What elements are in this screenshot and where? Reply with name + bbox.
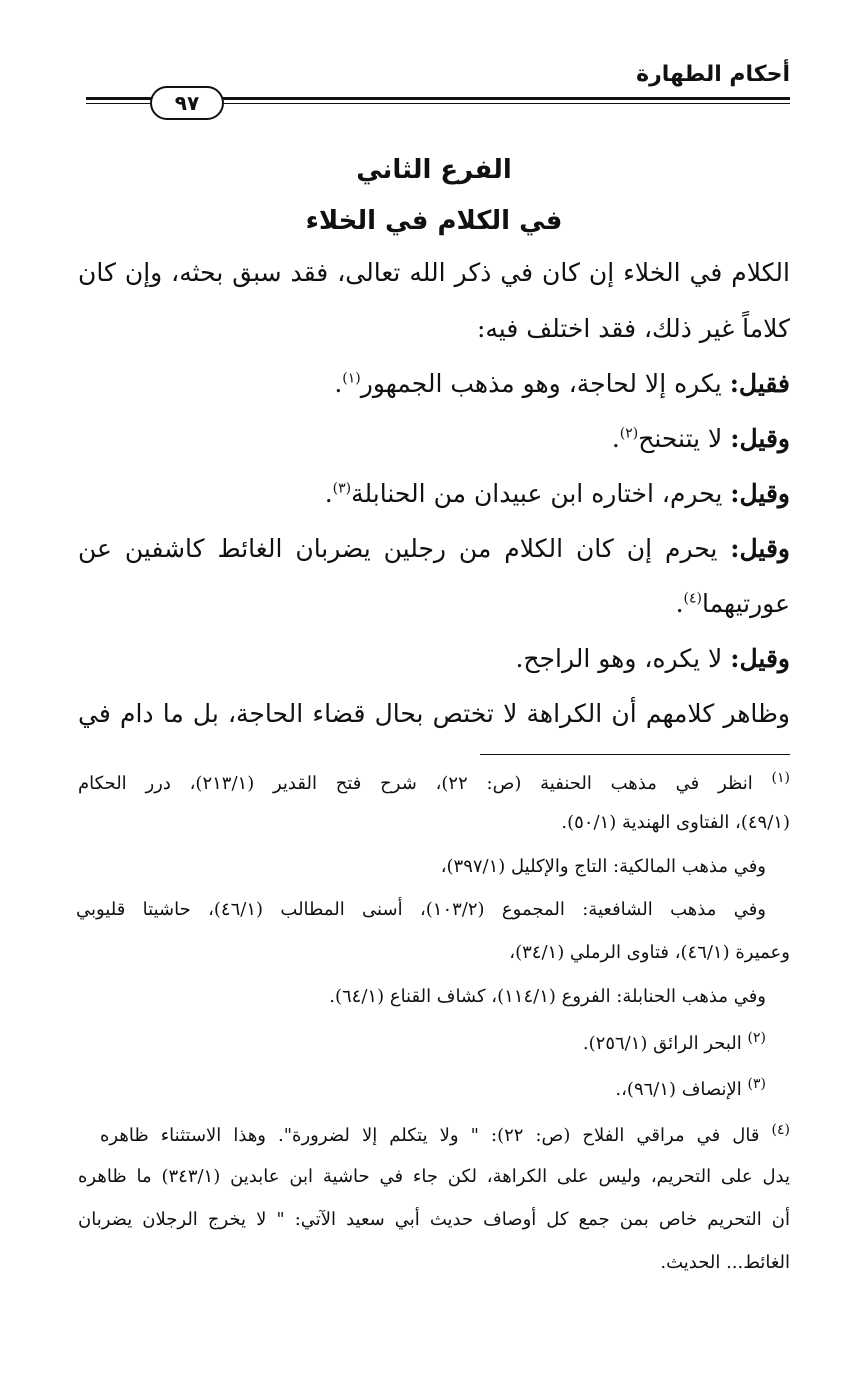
footnote-ref-3[interactable]: (٣) bbox=[332, 480, 352, 497]
footnote-4-line-3: أن التحريم خاص بمن جمع كل أوصاف حديث أبي سعيد الآتي: " لا يخرج الرجلان يضربان bbox=[78, 1209, 790, 1230]
opinion-4-line-1 bbox=[78, 534, 790, 563]
footnote-ref-4[interactable]: (٤) bbox=[683, 590, 702, 607]
footnote-1-line-5: وعميرة (٤٦/١)، فتاوى الرملي (٣٤/١)، bbox=[509, 942, 790, 963]
footnote-3-number: (٣) bbox=[747, 1076, 766, 1092]
footnote-1-line-2: (٤٩/١)، الفتاوى الهندية (٥٠/١). bbox=[561, 812, 790, 833]
footnote-3 bbox=[615, 1076, 766, 1100]
paragraph-final-line: وظاهر كلامهم أن الكراهة لا تختص بحال قضاء الحاجة، بل ما دام في bbox=[78, 699, 790, 728]
opinion-3-text: يحرم، اختاره ابن عبيدان من الحنابلة bbox=[351, 479, 731, 508]
opinion-2-text: لا يتنحنح bbox=[638, 424, 731, 453]
footnote-ref-2[interactable]: (٢) bbox=[619, 425, 639, 442]
page-number: ٩٧ bbox=[174, 91, 200, 115]
footnote-4-text: قال في مراقي الفلاح (ص: ٢٢): " ولا يتكلم إلا لضرورة". وهذا الاستثناء ظاهره bbox=[100, 1125, 772, 1146]
footnote-ref-1[interactable]: (١) bbox=[342, 370, 361, 387]
section-heading-branch: الفرع الثاني bbox=[356, 155, 512, 185]
opinion-4-text-2: عورتيهما bbox=[701, 589, 790, 618]
footnote-4-line-4: الغائط... الحديث. bbox=[660, 1252, 790, 1273]
opinion-3 bbox=[325, 479, 790, 508]
opinion-1-text: يكره إلا لحاجة، وهو مذهب الجمهور bbox=[360, 369, 730, 398]
opinion-2 bbox=[612, 424, 790, 453]
running-header-title: أحكام الطهارة bbox=[636, 62, 790, 87]
footnote-separator bbox=[480, 754, 790, 755]
footnote-4-line-2: يدل على التحريم، وليس على الكراهة، لكن جاء في حاشية ابن عابدين (٣٤٣/١) ما ظاهره bbox=[78, 1166, 790, 1187]
footnote-1-line-3: وفي مذهب المالكية: التاج والإكليل (٣٩٧/١)، bbox=[440, 856, 766, 877]
section-heading-topic: في الكلام في الخلاء bbox=[305, 206, 563, 236]
footnote-2-number: (٢) bbox=[747, 1030, 766, 1046]
footnote-1-line-4: وفي مذهب الشافعية: المجموع (١٠٣/٢)، أسنى المطالب (٤٦/١)، حاشيتا قليوبي bbox=[76, 899, 766, 920]
footnote-1-number: (١) bbox=[771, 770, 790, 786]
opinion-5-text: لا يكره، وهو الراجح. bbox=[515, 644, 731, 673]
page-number-badge bbox=[150, 86, 224, 120]
opinion-3-lead: وقيل: bbox=[730, 479, 790, 508]
opinion-3-end: . bbox=[324, 479, 333, 508]
opinion-4-text: يحرم إن كان الكلام من رجلين يضربان الغائط كاشفين عن bbox=[78, 534, 731, 563]
opinion-4-end: . bbox=[675, 589, 684, 618]
opinion-1 bbox=[334, 369, 790, 398]
paragraph-intro-line-2: كلاماً غير ذلك، فقد اختلف فيه: bbox=[476, 314, 790, 343]
opinion-1-lead: فقيل: bbox=[729, 369, 790, 398]
paragraph-intro-line-1: الكلام في الخلاء إن كان في ذكر الله تعالى، فقد سبق بحثه، وإن كان bbox=[78, 258, 790, 287]
footnote-1-line-6: وفي مذهب الحنابلة: الفروع (١١٤/١)، كشاف القناع (٦٤/١). bbox=[329, 986, 766, 1007]
opinion-2-end: . bbox=[611, 424, 620, 453]
footnote-4-number: (٤) bbox=[771, 1122, 790, 1138]
footnote-2 bbox=[583, 1030, 766, 1054]
opinion-5 bbox=[515, 644, 790, 673]
footnote-4-line-1 bbox=[100, 1122, 790, 1146]
footnote-3-text: الإنصاف (٩٦/١)،. bbox=[615, 1079, 748, 1100]
opinion-5-lead: وقيل: bbox=[730, 644, 790, 673]
opinion-1-end: . bbox=[334, 369, 343, 398]
footnote-1-line-1 bbox=[78, 770, 790, 794]
footnote-1-text: انظر في مذهب الحنفية (ص: ٢٢)، شرح فتح القدير (٢١٣/١)، درر الحكام bbox=[78, 773, 772, 794]
opinion-2-lead: وقيل: bbox=[730, 424, 790, 453]
opinion-4-line-2 bbox=[676, 589, 790, 618]
footnote-2-text: البحر الرائق (٢٥٦/١). bbox=[582, 1033, 748, 1054]
opinion-4-lead: وقيل: bbox=[730, 534, 790, 563]
